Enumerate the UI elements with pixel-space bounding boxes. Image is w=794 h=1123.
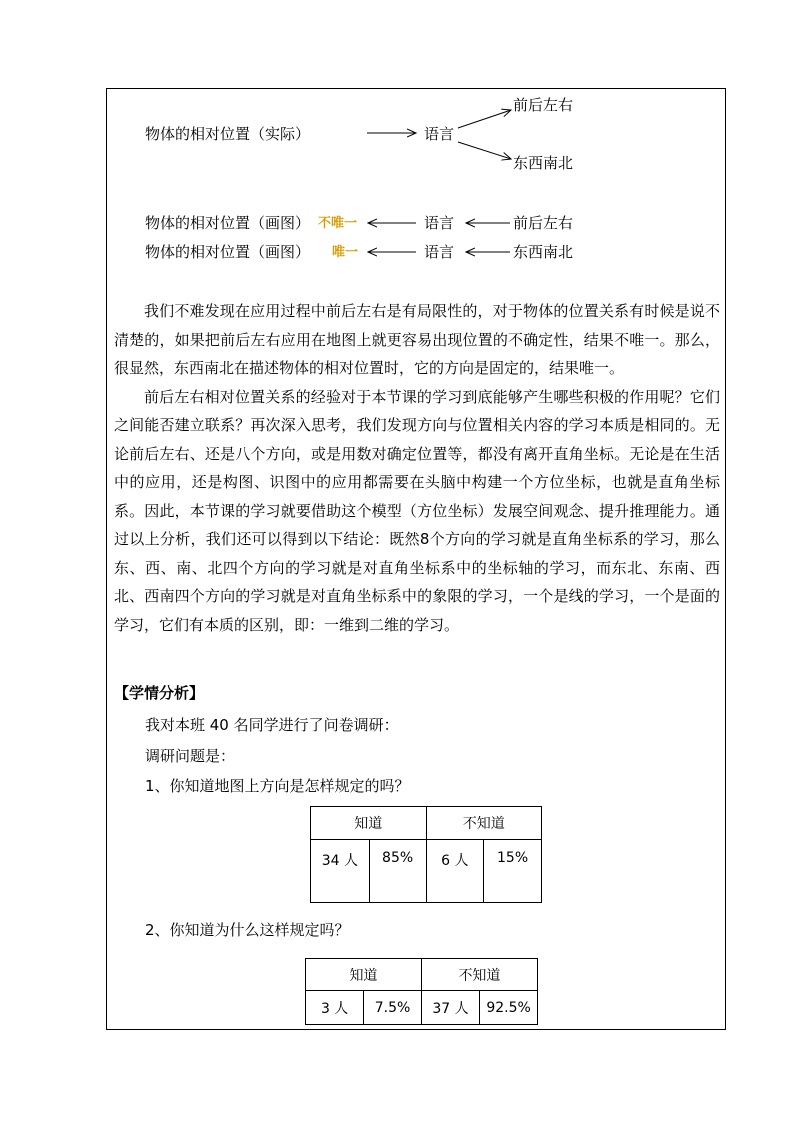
table-row <box>306 991 538 1025</box>
table-header-row <box>306 959 538 991</box>
language-label-3: 语言 <box>424 243 455 261</box>
survey-table-2 <box>305 958 538 1025</box>
table-cell: 6 人 <box>426 840 484 903</box>
table-cell: 34 人 <box>311 840 370 903</box>
language-label-2: 语言 <box>424 214 455 232</box>
table-cell: 3 人 <box>306 991 364 1025</box>
not-unique-label: 不唯一 <box>318 216 358 231</box>
body-text <box>114 297 720 639</box>
survey-intro: 我对本班 40 名同学进行了问卷调研： <box>145 716 399 734</box>
table-cell: 92.5% <box>480 991 538 1025</box>
language-label: 语言 <box>424 125 455 143</box>
front-back-left-right-label: 前后左右 <box>513 96 574 114</box>
table-header-row <box>311 807 542 840</box>
table-cell: 37 人 <box>421 991 479 1025</box>
analysis-heading: 【学情分析】 <box>114 684 205 702</box>
paragraph-1: 我们不难发现在应用过程中前后左右是有局限性的，对于物体的位置关系有时候是说不清楚的，如果把前后左右应用在地图上就更容易出现位置的不确定性，结果不唯一。那么，很显然，东西南北在描述物体的相对位置时，它的方向是固定的，结果唯一。 <box>114 302 720 377</box>
unique-label: 唯一 <box>332 245 359 260</box>
survey-table-1 <box>310 806 542 903</box>
table-header-cell: 不知道 <box>421 959 537 991</box>
table-cell: 15% <box>484 840 542 903</box>
table-header-cell: 不知道 <box>426 807 542 840</box>
arrow-to-front-back <box>458 110 511 128</box>
survey-questions-label: 调研问题是： <box>145 747 236 765</box>
drawing-position-label-2: 物体的相对位置（画图） <box>145 243 311 261</box>
table-header-cell: 知道 <box>306 959 422 991</box>
arrow-to-east-west <box>458 142 511 159</box>
question-1: 1、你知道地图上方向是怎样规定的吗？ <box>145 777 410 795</box>
front-back-left-right-label-2: 前后左右 <box>513 214 574 232</box>
real-position-label: 物体的相对位置（实际） <box>145 125 311 143</box>
table-cell: 85% <box>369 840 426 903</box>
table-header-cell: 知道 <box>311 807 427 840</box>
table-row <box>311 840 542 903</box>
east-west-south-north-label-2: 东西南北 <box>513 243 574 261</box>
east-west-south-north-label: 东西南北 <box>513 154 574 172</box>
arrow-diagram <box>0 0 794 300</box>
drawing-position-label-1: 物体的相对位置（画图） <box>145 214 311 232</box>
paragraph-2: 前后左右相对位置关系的经验对于本节课的学习到底能够产生哪些积极的作用呢？它们之间能否建立联系？再次深入思考，我们发现方向与位置相关内容的学习本质是相同的。无论前后左右、还是八个方向，或是用数对确定位置等，都没有离开直角坐标。无论是在生活中的应用，还是构图、识图中的应用都需要在头脑中构建一个方位坐标，也就是直角坐标系。因此，本节课的学习就要借助这个模型（方位坐标）发展空间观念、提升推理能力。通过以上分析，我们还可以得到以下结论：既然8个方向的学习就是直角坐标系的学习，那么东、西、南、北四个方向的学习就是对直角坐标系中的坐标轴的学习，而东北、东南、西北、西南四个方向的学习就是对直角坐标系中的象限的学习，一个是线的学习，一个是面的学习，它们有本质的区别，即：一维到二维的学习。 <box>114 387 720 634</box>
table-cell: 7.5% <box>364 991 422 1025</box>
question-2: 2、你知道为什么这样规定吗？ <box>145 921 350 939</box>
